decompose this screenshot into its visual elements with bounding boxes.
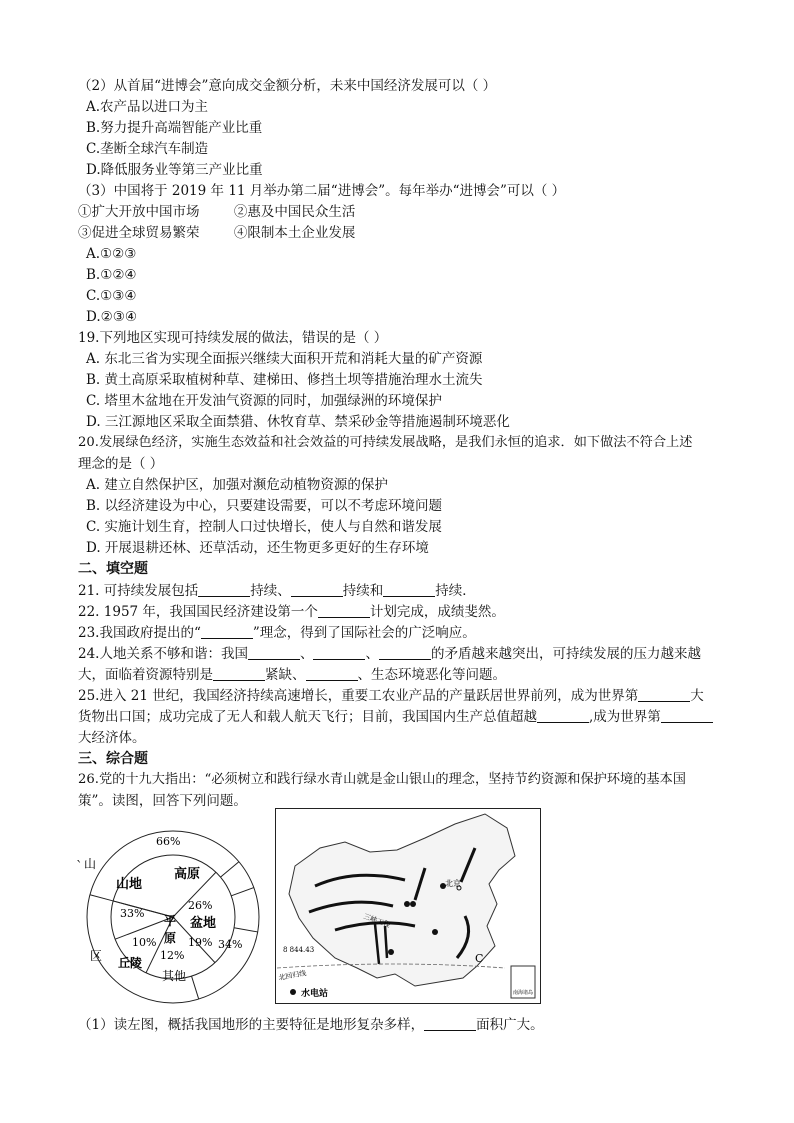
q19-option-d: D. 三江源地区采取全面禁猎、休牧育草、禁采砂金等措施遏制环境恶化 [86, 414, 510, 430]
q24-line2: 大，面临着资源特别是 紧缺、 、生态环境恶化等问题。 [78, 667, 506, 683]
section-heading-fill-in: 二、填空题 [78, 561, 148, 577]
coords-label: 8 844.43 [283, 946, 315, 954]
q18-sub2-option-c: C.垄断全球汽车制造 [86, 141, 209, 157]
answer-blank[interactable] [537, 708, 589, 723]
slice-label-plain-1: 平 [164, 914, 177, 928]
q20-stem-line1: 20.发展绿色经济，实施生态效益和社会效益的可持续发展战略，是我们永恒的追求．如下做法不符合上述 [78, 435, 693, 450]
answer-blank[interactable] [424, 1016, 476, 1031]
legend-label: 水电站 [301, 989, 329, 999]
inset-label: 南海诸岛 [513, 990, 534, 996]
terrain-pie-chart [78, 822, 268, 1012]
group-label-mountain-area-3: 区 [90, 949, 103, 963]
hydropower-station-icon [432, 929, 438, 935]
answer-blank[interactable] [201, 624, 253, 639]
answer-blank[interactable] [638, 687, 690, 702]
answer-blank[interactable] [383, 582, 435, 597]
slice-label-mountain: 山地 [116, 877, 143, 892]
q19-option-c: C. 塔里木盆地在开发油气资源的同时，加强绿洲的环境保护 [86, 393, 442, 409]
q26-stem-line1: 26.党的十九大指出：“必须树立和践行绿水青山就是金山银山的理念，坚持节约资源和保护环境的基本国 [78, 772, 686, 787]
legend-hydropower-icon [290, 989, 296, 995]
answer-blank[interactable] [198, 582, 250, 597]
ring-divider [231, 888, 254, 896]
city-label: 北京 [445, 879, 461, 888]
q20-option-d: D. 开展退耕还林、还草活动，还生物更多更好的生存环境 [86, 540, 429, 556]
slice-value-hill: 10% [132, 936, 157, 949]
q23: 23.我国政府提出的“ ”理念，得到了国际社会的广泛响应。 [78, 625, 476, 641]
q25-line1: 25.进入 21 世纪，我国经济持续高速增长，重要工农业产品的产量跃居世界前列，成为世界第 大 [78, 688, 704, 704]
q18-sub3-stem: （3）中国将于 2019 年 11 月举办第二届“进博会”。每年举办“进博会”可以（ ） [78, 183, 566, 199]
hydropower-station-icon [410, 901, 416, 907]
q18-sub3-statements-1: ①扩大开放中国市场 ②惠及中国民众生活 [78, 204, 356, 220]
slice-value-plateau: 26% [188, 899, 213, 912]
group-label-mountain-area-pct: 66% [156, 835, 181, 848]
slice-label-basin: 盆地 [190, 916, 217, 931]
fault-label: 三峡工程 [362, 912, 392, 930]
answer-blank[interactable] [313, 645, 365, 660]
slice-label-other: 其他 [162, 969, 187, 983]
group-value-other: 34% [218, 938, 243, 951]
q19-option-a: A. 东北三省为实现全面振兴继续大面积开荒和消耗大量的矿产资源 [86, 351, 483, 367]
q20-option-b: B. 以经济建设为中心，只要建设需要，可以不考虑环境问题 [86, 498, 443, 514]
answer-blank[interactable] [291, 582, 343, 597]
answer-blank[interactable] [248, 645, 300, 660]
q25-line2: 货物出口国；成功完成了无人和载人航天飞行；目前，我国国内生产总值超越 ,成为世界第 [78, 708, 713, 726]
answer-blank[interactable] [379, 645, 431, 660]
ring-divider [220, 862, 238, 877]
zone-label: C [475, 952, 484, 965]
hydropower-station-icon [388, 949, 394, 955]
q20-option-a: A. 建立自然保护区，加强对濒危动植物资源的保护 [86, 477, 388, 493]
ring-divider [90, 895, 113, 901]
q18-sub3-option-a: A.①②③ [86, 246, 137, 262]
q18-sub3-option-c: C.①③④ [86, 288, 137, 304]
q18-sub2-option-b: B.努力提升高端智能产业比重 [86, 120, 263, 136]
q21: 21. 可持续发展包括 持续、 持续和 持续． [78, 583, 476, 599]
answer-blank[interactable] [306, 666, 358, 681]
section-heading-comprehensive: 三、综合题 [78, 751, 148, 767]
q22: 22. 1957 年，我国国民经济建设第一个 计划完成，成绩斐然。 [78, 604, 505, 620]
q26-sub1: （1）读左图，概括我国地形的主要特征是地形复杂多样， 面积广大。 [78, 1017, 544, 1033]
slice-label-plain-2: 原 [164, 931, 177, 945]
slice-label-plateau: 高原 [174, 867, 201, 882]
tropic-label: 北回归线 [277, 969, 307, 982]
china-hydropower-map [275, 808, 541, 1004]
q26-stem-line2: 策”。读图，回答下列问题。 [78, 793, 247, 809]
answer-blank[interactable] [318, 603, 370, 618]
slice-value-mountain: 33% [120, 907, 145, 920]
q18-sub3-statements-2: ③促进全球贸易繁荣 ④限制本土企业发展 [78, 225, 356, 241]
q18-sub2-stem: （2）从首届“进博会”意向成交金额分析，未来中国经济发展可以（ ） [78, 78, 497, 94]
slice-value-plain: 12% [160, 949, 185, 962]
q18-sub2-option-d: D.降低服务业等第三产业比重 [86, 162, 263, 178]
q20-stem-line2: 理念的是（ ） [78, 456, 164, 472]
q20-option-c: C. 实施计划生育，控制人口过快增长，使人与自然和谐发展 [86, 519, 442, 535]
q18-sub3-option-b: B.①②④ [86, 267, 137, 283]
answer-blank[interactable] [213, 666, 265, 681]
stray-mark: ` [76, 859, 83, 875]
q19-stem: 19.下列地区实现可持续发展的做法，错误的是（ ） [78, 330, 388, 346]
q25-line3: 大经济体。 [78, 730, 146, 746]
q19-option-b: B. 黄土高原采取植树种草、建梯田、修挡土坝等措施治理水土流失 [86, 372, 483, 388]
ring-divider [192, 976, 199, 999]
slice-label-hill: 丘陵 [118, 956, 143, 970]
slice-value-basin: 19% [188, 936, 213, 949]
q18-sub3-option-d: D.②③④ [86, 309, 137, 325]
hydropower-station-icon [404, 901, 410, 907]
q24-line1: 24.人地关系不够和谐：我国 、 、 的矛盾越来越突出，可持续发展的压力越来越 [78, 646, 701, 662]
q18-sub2-option-a: A.农产品以进口为主 [86, 99, 209, 115]
answer-blank[interactable] [661, 708, 713, 723]
ring-divider [234, 928, 258, 932]
group-label-mountain-area-1: 山 [84, 857, 97, 871]
